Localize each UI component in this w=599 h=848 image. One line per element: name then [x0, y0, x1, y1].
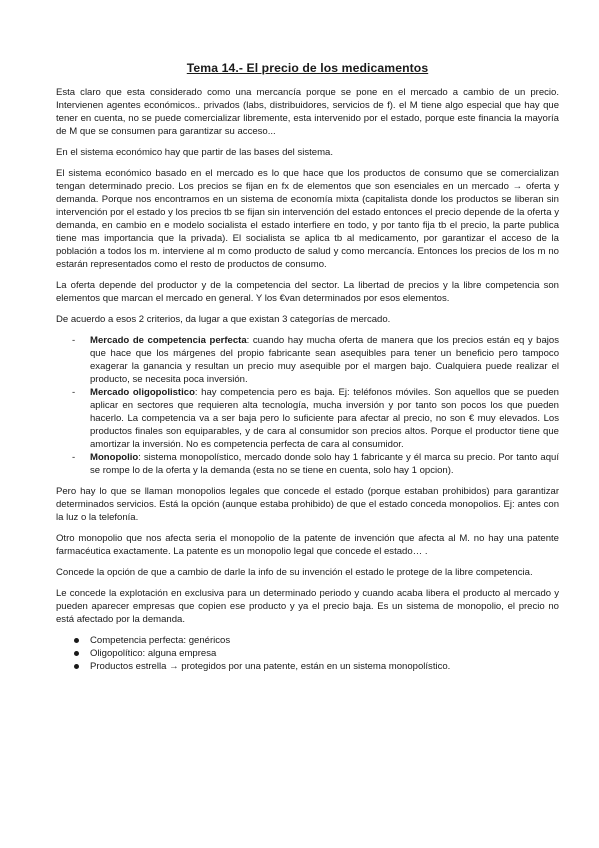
list-dash: - — [72, 387, 76, 398]
paragraph-supply: La oferta depende del productor y de la competencia del sector. La libertad de precios y la libre competencia son elementos que marcan el mercado en general. Y los €van determinados por esos elementos. — [56, 280, 559, 304]
list-dash: - — [72, 335, 76, 346]
list-item — [72, 386, 559, 451]
list-item-term: Monopolio — [90, 452, 139, 463]
paragraph-intro: Esta claro que esta considerado como una mercancía porque se pone en el mercado a cambio de un precio. Intervienen agentes económicos.. privados (labs, distribuidores, servicios de f). el M tiene algo especial que hay que tener en cuenta, no se puede comercializar libremente, esta intervenido por el estado, porque este financia la mayoría de M que se consumen para garantizar su acceso... — [56, 87, 559, 137]
paragraph-legal-monopolies: Pero hay lo que se llaman monopolios legales que concede el estado (porque estaban prohibidos) para garantizar determinados servicios. Está la opción (aunque estaba prohibido) de que el estado conceda monopolios. Ej: antes con la luz o la telefonía. — [56, 486, 559, 523]
list-item-text: : sistema monopolístico, mercado donde solo hay 1 fabricante y él marca su precio. Por tanto aquí se rompe lo de la oferta y la demanda (esta no se tiene en cuenta, solo hay 1 opcion). — [90, 452, 559, 476]
paragraph-exclusive-exploitation: Le concede la explotación en exclusiva para un determinado periodo y cuando acaba libera el producto al mercado y pueden aparecer empresas que copien ese producto y ya el precio baja. Es un sistema de monopolio, el precio no está afectado por la demanda. — [56, 588, 559, 625]
bullet-icon — [74, 664, 79, 669]
list-dash: - — [72, 452, 76, 463]
list-item — [90, 634, 559, 647]
paragraph-categories-intro: De acuerdo a esos 2 criterios, da lugar a que existan 3 categorías de mercado. — [56, 314, 391, 325]
bullet-icon — [74, 651, 79, 656]
list-item — [90, 647, 559, 660]
list-item-text: Oligopolítico: alguna empresa — [90, 648, 217, 659]
list-item — [72, 334, 559, 386]
list-item — [72, 451, 559, 477]
list-item — [90, 660, 559, 673]
list-item-text: Competencia perfecta: genéricos — [90, 635, 231, 646]
document-title: Tema 14.- El precio de los medicamentos — [186, 61, 429, 75]
paragraph-patent-monopoly: Otro monopolio que nos afecta seria el monopolio de la patente de invención que afecta al M. no hay una patente farmacéutica exactamente. La patente es un monopolio legal que concede el estado… . — [56, 533, 559, 557]
list-item-term: Mercado oligopolistico — [90, 387, 195, 398]
list-item-text: : cuando hay mucha oferta de manera que los precios están eq y bajos que hace que los márgenes del propio fabricante sean asequibles para tener un beneficio pero tampoco exagerar la ganancia y resultan un precio muy asequible por el margen bajo. Cualquiera puede realizar el producto, se necesita poca inversión. — [90, 335, 559, 385]
paragraph-system-basis: En el sistema económico hay que partir de las bases del sistema. — [56, 147, 333, 158]
paragraph-protection: Concede la opción de que a cambio de darle la info de su invención el estado le protege de la libre competencia. — [56, 567, 533, 578]
list-item-text: : hay competencia pero es baja. Ej: teléfonos móviles. Son aquellos que se pueden aplicar en sectores que requieren alta tecnología, mucha inversión y por tanto son pocos los que pueden hacerlo. La competencia va a ser baja pero lo suficiente para afectar al precio, no son € muy elevados. Los productos finales son equiparables, y de cara al consumidor son precios altos. Porque el productor tiene que amortizar la inversión. No es competencia perfecta de cara al consumidor. — [90, 387, 559, 450]
market-categories-list — [56, 334, 559, 477]
list-item-term: Mercado de competencia perfecta — [90, 335, 247, 346]
summary-list — [56, 634, 559, 673]
list-item-text: Productos estrella → protegidos por una patente, están en un sistema monopolístico. — [90, 661, 451, 672]
paragraph-market-system: El sistema económico basado en el mercado es lo que hace que los productos de consumo que se comercializan tengan determinado precio. Los precios se fijan en fx de elementos que son esenciales en un mercado → oferta y demanda. Porque nos encontramos en un sistema de economía mixta (capitalista donde los productos se liberan sin intervención por el estado y los precios tb se fijan sin intervención del estado entonces el precio depende de la oferta y demanda, en cambio en e modelo socialista el estado interfiere en todo, y por tanto fija tb el precio, la parte publica tiene mas importancia que la privada). El socialista se aplica tb al medicamento, por garantizar el acceso de la población a todos los m. interviene al m como producto de salud y como mercancía. Entonces los precios de los m no estarán representados como el resto de productos de consumo. — [56, 168, 559, 270]
bullet-icon — [74, 638, 79, 643]
